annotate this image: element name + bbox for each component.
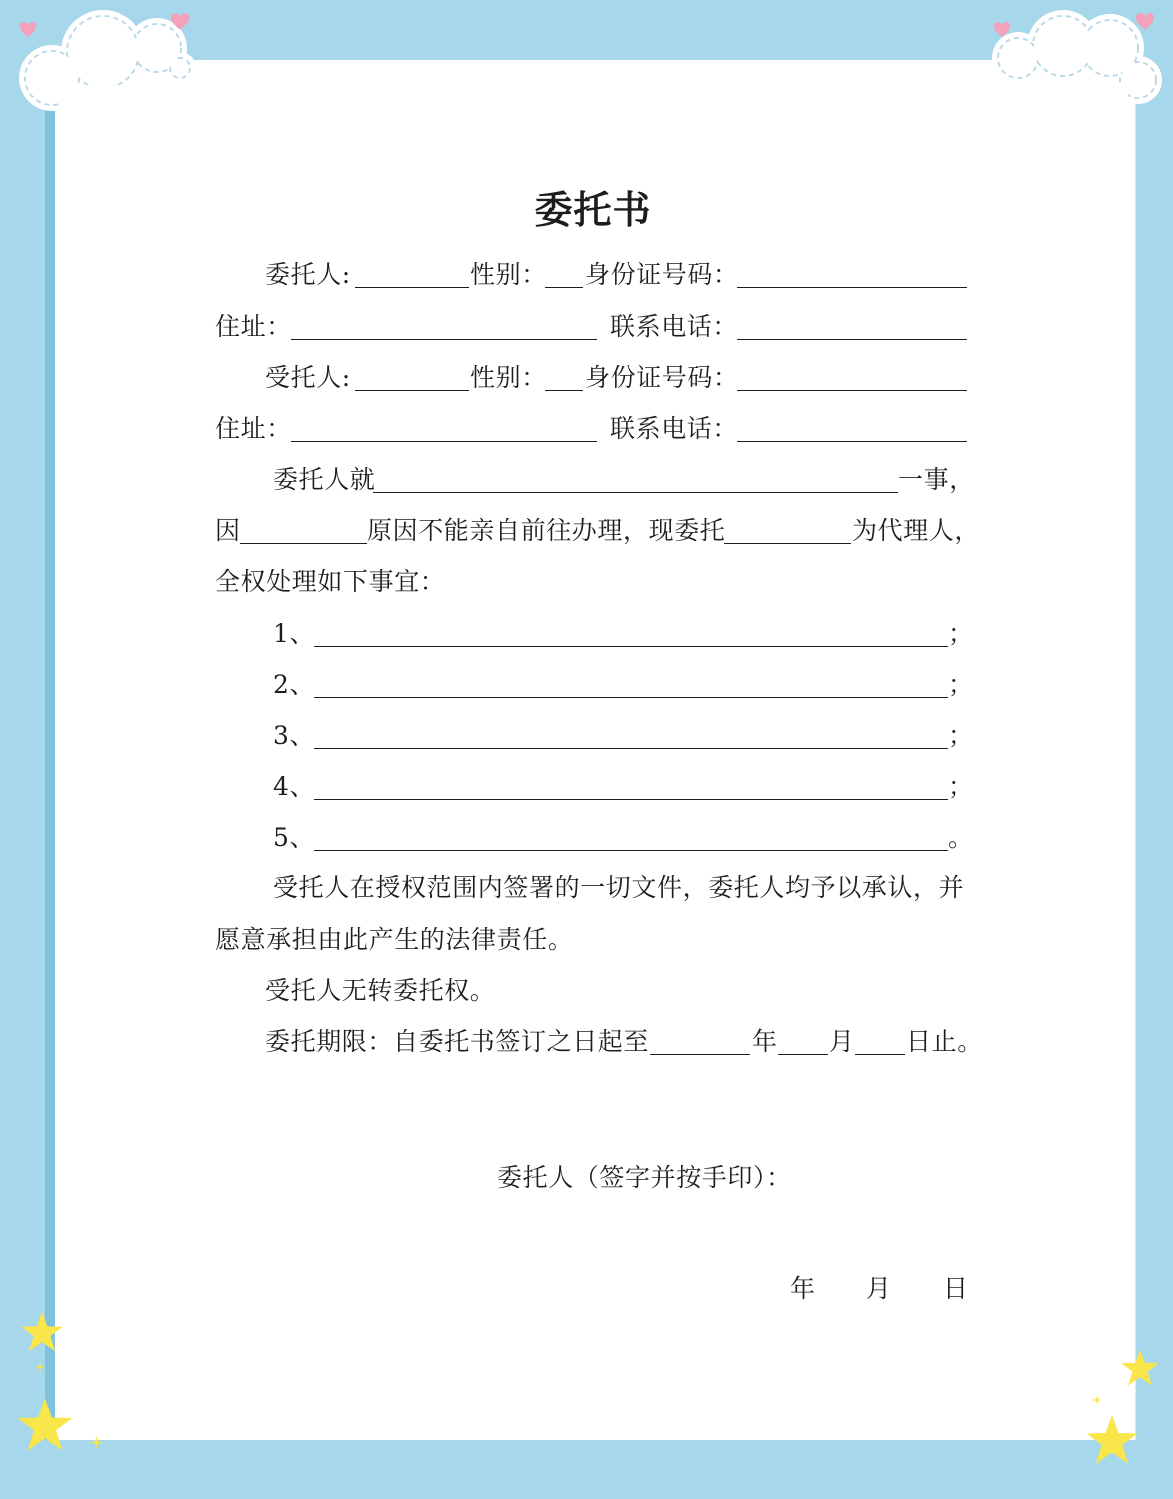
item-blank [314, 850, 948, 851]
signature-day-label: 日 [943, 1274, 969, 1303]
item-end-punctuation: 。 [948, 823, 974, 852]
agent-phone-blank [737, 441, 967, 442]
reason-prefix: 因 [215, 516, 241, 545]
signature-year-label: 年 [790, 1274, 816, 1303]
reason-line [0, 515, 1173, 547]
term-line [0, 1026, 1173, 1058]
no-subdelegation-text: 受托人无转委托权。 [265, 976, 496, 1005]
agent-address-label: 住址： [215, 414, 292, 443]
agent-contact-line [0, 413, 1173, 445]
term-day-blank [855, 1054, 905, 1055]
item-blank [314, 697, 948, 698]
agent-gender-blank [545, 390, 583, 391]
agent-address-blank [291, 441, 597, 442]
principal-id-line [0, 259, 1173, 291]
item-end-punctuation: ； [948, 772, 974, 801]
principal-phone-label: 联系电话： [610, 312, 739, 341]
matter-blank [373, 492, 898, 493]
acceptance-text-1: 受托人在授权范围内签署的一切文件，委托人均予以承认，并 [273, 873, 965, 902]
star-icon [16, 1396, 74, 1454]
item-number: 4、 [273, 772, 316, 801]
sparkle-icon [1092, 1395, 1102, 1405]
list-item [0, 669, 1173, 701]
sparkle-icon [90, 1436, 103, 1449]
agent-appointee-blank [724, 543, 851, 544]
item-end-punctuation: ； [948, 670, 974, 699]
principal-address-label: 住址： [215, 312, 292, 341]
item-number: 1、 [273, 619, 316, 648]
item-blank [314, 646, 948, 647]
term-year-label: 年 [752, 1027, 778, 1056]
signature-line [0, 1162, 1173, 1194]
agent-id-line [0, 362, 1173, 394]
list-item [0, 720, 1173, 752]
signature-label: 委托人（签字并按手印）： [497, 1163, 792, 1192]
list-item [0, 771, 1173, 803]
matter-line [0, 464, 1173, 496]
acceptance-line-2 [0, 924, 1173, 956]
principal-id-label: 身份证号码： [585, 260, 739, 289]
list-item [0, 822, 1173, 854]
term-month-blank [778, 1054, 828, 1055]
principal-name-label: 委托人: [265, 260, 351, 289]
item-blank [314, 748, 948, 749]
term-year-blank [650, 1054, 750, 1055]
principal-contact-line [0, 311, 1173, 343]
signature-month-label: 月 [866, 1274, 892, 1303]
term-month-label: 月 [829, 1027, 855, 1056]
acceptance-text-2: 愿意承担由此产生的法律责任。 [215, 925, 574, 954]
signature-date-line [0, 1273, 1173, 1305]
acceptance-line-1 [0, 872, 1173, 904]
principal-gender-label: 性别： [470, 260, 547, 289]
scope-intro: 全权处理如下事宜： [215, 567, 446, 596]
item-number: 3、 [273, 721, 316, 750]
agent-name-blank [355, 390, 469, 391]
agent-id-blank [737, 390, 967, 391]
principal-id-blank [737, 287, 967, 288]
matter-suffix: 一事， [898, 465, 975, 494]
item-end-punctuation: ； [948, 619, 974, 648]
star-icon [1085, 1413, 1139, 1467]
agent-id-label: 身份证号码： [585, 363, 739, 392]
scope-intro-line [0, 566, 1173, 598]
agent-phone-label: 联系电话： [610, 414, 739, 443]
item-number: 5、 [273, 823, 316, 852]
principal-name-blank [355, 287, 469, 288]
matter-prefix: 委托人就 [273, 465, 376, 494]
reason-suffix: 为代理人， [852, 516, 981, 545]
star-icon [1120, 1348, 1160, 1388]
agent-name-label: 受托人: [265, 363, 351, 392]
item-number: 2、 [273, 670, 316, 699]
principal-gender-blank [545, 287, 583, 288]
term-prefix: 委托期限：自委托书签订之日起至 [265, 1027, 650, 1056]
principal-phone-blank [737, 339, 967, 340]
no-subdelegation-line [0, 975, 1173, 1007]
principal-address-blank [291, 339, 597, 340]
reason-middle: 原因不能亲自前往办理，现委托 [367, 516, 726, 545]
term-day-suffix: 日止。 [906, 1027, 983, 1056]
item-end-punctuation: ； [948, 721, 974, 750]
list-item [0, 618, 1173, 650]
sparkle-icon [35, 1362, 45, 1372]
star-icon [20, 1310, 64, 1354]
agent-gender-label: 性别： [470, 363, 547, 392]
item-blank [314, 799, 948, 800]
reason-blank [240, 543, 367, 544]
document-title: 委托书 [534, 188, 652, 232]
